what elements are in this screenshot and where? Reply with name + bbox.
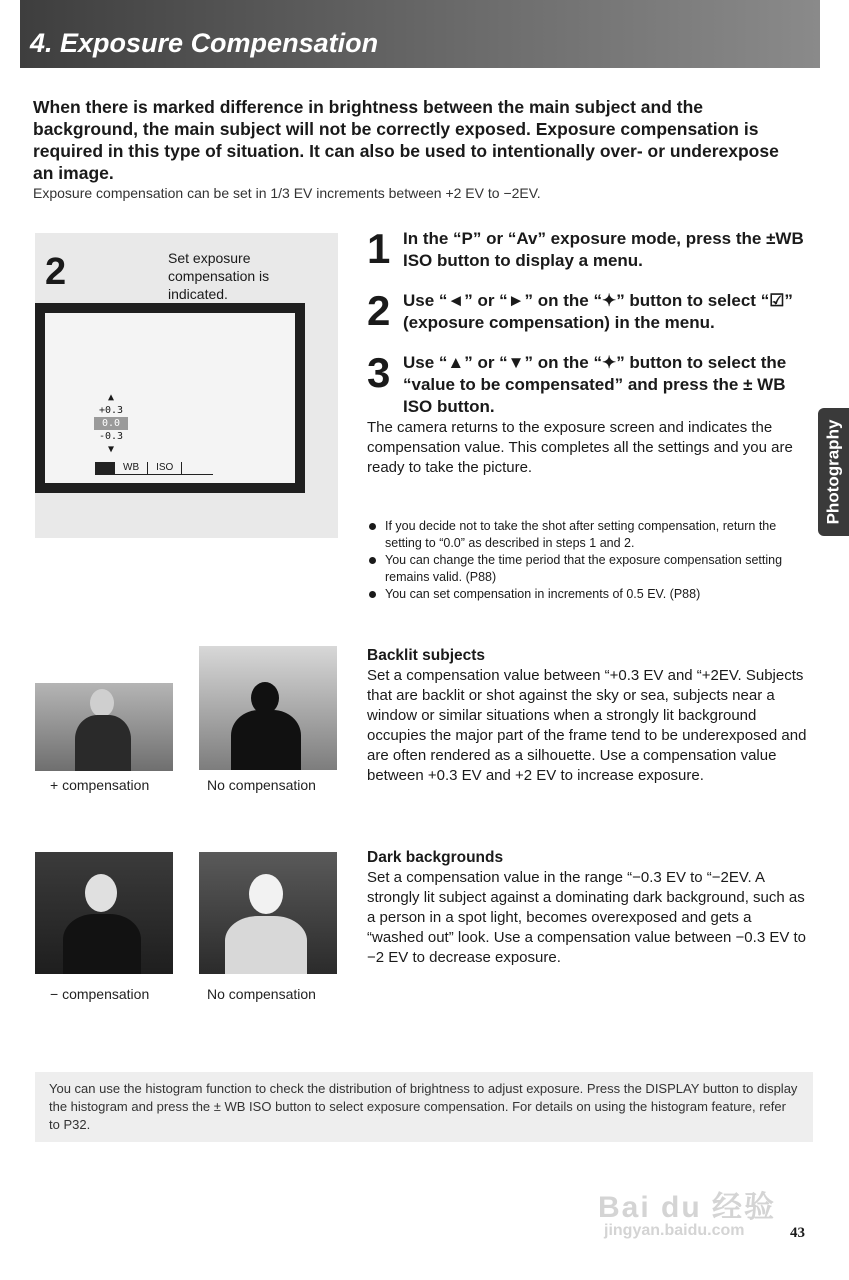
page-title: 4. Exposure Compensation	[30, 28, 379, 58]
step-2	[367, 287, 812, 334]
step-3	[367, 349, 812, 478]
exposure-compensation-icon	[95, 462, 115, 474]
person-body	[225, 916, 307, 974]
backlit-section	[367, 646, 812, 786]
list-item: You can change the time period that the exposure compensation setting remains valid. (P88)	[367, 552, 812, 586]
figure-caption: Set exposure compensation is indicated.	[168, 250, 270, 302]
section-tab	[818, 408, 849, 536]
ev-menu	[94, 391, 128, 456]
backlit-plus-photo	[35, 683, 173, 771]
steps	[367, 225, 812, 496]
photo-caption: No compensation	[207, 986, 316, 1002]
dark-none-photo	[199, 852, 337, 974]
watermark-url: jingyan.baidu.com	[604, 1222, 745, 1239]
histogram-note: You can use the histogram function to check the distribution of brightness to adjust exposure. Press the DISPLAY button to display the histogram and press the ± WB ISO button to select exposure compensation. For details on using the histogram feature, refer to P32.	[35, 1072, 813, 1142]
step2-figure	[35, 233, 338, 538]
step-number: 3	[367, 349, 391, 396]
dark-section	[367, 848, 812, 968]
intro-bold-text: When there is marked difference in brightness between the main subject and the background, the main subject will not be correctly exposed. Exposure compensation is required in this type of situation. It can also be used to intentionally over- or underexpose an image.	[33, 97, 779, 183]
baidu-watermark	[598, 1152, 798, 1242]
ev-plus-value: +0.3	[98, 405, 124, 416]
section-heading: Backlit subjects	[367, 647, 486, 664]
step-1	[367, 225, 812, 272]
up-arrow-icon: ▲	[107, 392, 115, 403]
step-number: 2	[367, 287, 391, 334]
camera-screen	[35, 303, 305, 493]
down-arrow-icon: ▼	[107, 444, 115, 455]
menu-bar	[95, 461, 213, 475]
step-number: 1	[367, 225, 391, 272]
photo-caption: − compensation	[50, 986, 150, 1002]
ev-minus-value: -0.3	[98, 431, 124, 442]
list-item: You can set compensation in increments of 0.5 EV. (P88)	[367, 586, 812, 603]
tips-list	[367, 518, 812, 603]
intro-normal-text: Exposure compensation can be set in 1/3 EV increments between +2 EV to −2EV.	[33, 185, 541, 201]
menu-divider	[181, 462, 182, 474]
person-body	[75, 715, 131, 771]
person-head	[249, 874, 283, 914]
iso-label: ISO	[156, 462, 174, 473]
person-head	[85, 874, 117, 912]
section-text: Set a compensation value between “+0.3 EV and “+2EV. Subjects that are backlit or shot against the sky or sea, subjects near a window or similar situations when a strongly lit background occupies the major part of the frame tend to be underexposed and are often rendered as a silhouette. Use a compensation value between +0.3 EV and +2 EV to increase exposure.	[367, 667, 807, 784]
person-head	[90, 689, 114, 717]
step-title: Use “▲” or “▼” on the “✦” button to select the “value to be compensated” and press the ± WB ISO button.	[403, 353, 787, 416]
dark-minus-photo	[35, 852, 173, 974]
photo-caption: No compensation	[207, 777, 316, 793]
list-item: If you decide not to take the shot after setting compensation, return the setting to “0.0” as described in steps 1 and 2.	[367, 518, 812, 552]
page-number: 43	[790, 1225, 805, 1241]
section-tab-label: Photography	[823, 419, 843, 525]
section-heading: Dark backgrounds	[367, 849, 504, 866]
ev-selected-value: 0.0	[94, 417, 128, 430]
menu-divider	[147, 462, 148, 474]
watermark-brand: Bai du 经验	[598, 1191, 777, 1224]
figure-number: 2	[45, 251, 67, 293]
step-body: The camera returns to the exposure screen and indicates the compensation value. This completes all the settings and you are ready to take the picture.	[367, 419, 793, 476]
step-title: Use “◄” or “►” on the “✦” button to select “☑” (exposure compensation) in the menu.	[403, 291, 793, 332]
person-body	[63, 914, 141, 974]
step-title: In the “P” or “Av” exposure mode, press the ±WB ISO button to display a menu.	[403, 229, 804, 270]
section-text: Set a compensation value in the range “−0.3 EV to “−2EV. A strongly lit subject against a dominating dark background, such as a person in a spot light, becomes overexposed and gets a “washed out” look. Use a compensation value between −0.3 EV to −2 EV to decrease exposure.	[367, 869, 807, 966]
person-body	[231, 710, 301, 770]
backlit-none-photo	[199, 646, 337, 770]
wb-label: WB	[123, 462, 140, 473]
photo-caption: + compensation	[50, 777, 150, 793]
